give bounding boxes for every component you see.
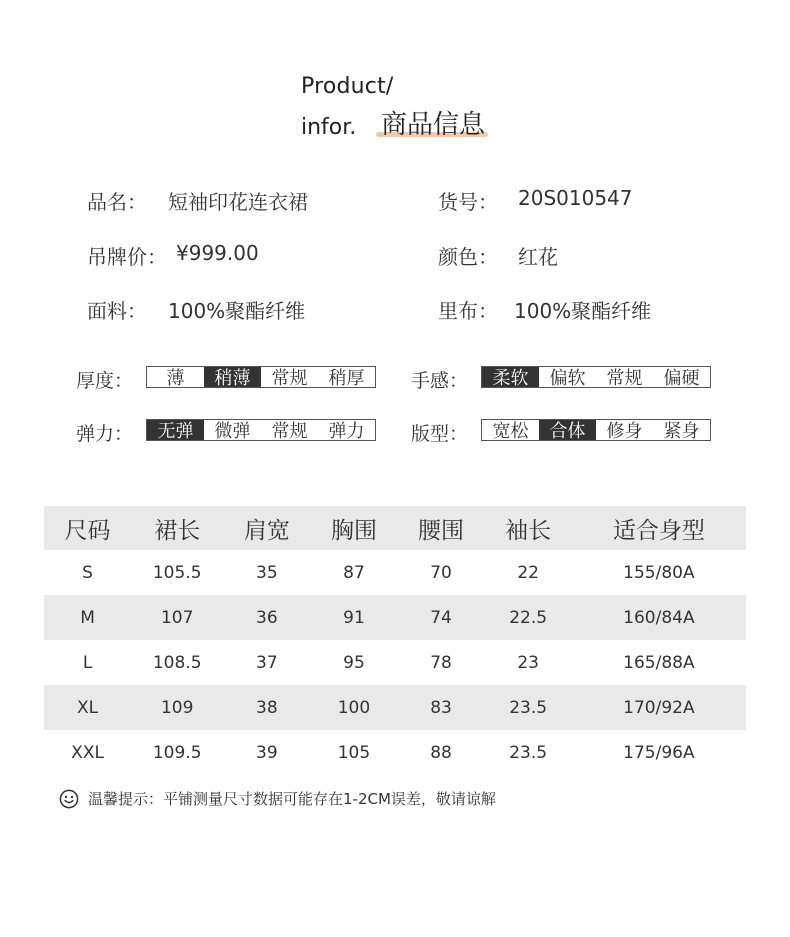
table-cell: 38 — [223, 685, 310, 730]
table-row — [44, 595, 746, 640]
table-cell: 70 — [430, 562, 452, 583]
elasticity-option: 常规 — [271, 421, 308, 442]
size-table — [44, 506, 746, 775]
attr-label-hand-feel: 手感： — [411, 370, 469, 392]
size-table-header — [44, 506, 746, 550]
tip-text: 温馨提示：平铺测量尺寸数据可能存在1-2CM误差，敬请谅解 — [88, 790, 496, 808]
thickness-option: 常规 — [271, 368, 308, 389]
smile-icon — [59, 789, 79, 809]
elasticity-option: 微弹 — [214, 421, 251, 442]
info-label-fabric: 面料： — [87, 299, 147, 323]
elasticity-option: 弹力 — [328, 421, 365, 442]
table-cell: L — [82, 652, 93, 673]
attr-label-fit: 版型： — [411, 423, 469, 445]
table-cell: XL — [44, 685, 131, 730]
table-cell: 105.5 — [152, 562, 202, 583]
table-row — [44, 730, 746, 775]
info-value-lining: 100%聚酯纤维 — [514, 299, 652, 323]
table-cell: 88 — [430, 742, 452, 763]
table-cell: 160/84A — [572, 595, 746, 640]
thickness-option: 薄 — [166, 368, 185, 389]
table-cell: 105 — [337, 742, 371, 763]
attr-label-thickness: 厚度： — [76, 370, 134, 392]
info-label-name: 品名： — [87, 190, 147, 214]
table-cell: 23.5 — [485, 685, 572, 730]
fit-option: 修身 — [606, 421, 643, 442]
table-cell: 155/80A — [623, 562, 695, 583]
table-cell: 170/92A — [572, 685, 746, 730]
table-cell: 23 — [517, 652, 539, 673]
table-cell: 108.5 — [152, 652, 202, 673]
table-cell: 74 — [398, 595, 485, 640]
hand-feel-option: 常规 — [606, 368, 643, 389]
table-cell: 109.5 — [152, 742, 202, 763]
info-label-lining: 里布： — [438, 299, 498, 323]
fit-option: 合体 — [539, 420, 596, 440]
table-cell: XXL — [71, 742, 104, 763]
header-size: 尺码 — [44, 506, 131, 550]
hand-feel-option: 偏软 — [549, 368, 586, 389]
header-waist: 腰围 — [398, 506, 485, 550]
info-value-fabric: 100%聚酯纤维 — [168, 299, 306, 323]
table-cell: 22 — [517, 562, 539, 583]
table-cell: 175/96A — [623, 742, 695, 763]
thickness-scale — [146, 366, 376, 388]
table-cell: 22.5 — [485, 595, 572, 640]
header-sleeve: 袖长 — [485, 506, 572, 550]
info-label-sku: 货号： — [438, 190, 498, 214]
fit-scale — [481, 419, 711, 441]
table-cell: 35 — [256, 562, 278, 583]
header-shoulder: 肩宽 — [223, 506, 310, 550]
measurement-tip — [59, 788, 496, 809]
header-bust: 胸围 — [310, 506, 397, 550]
table-cell: 39 — [256, 742, 278, 763]
table-cell: 107 — [131, 595, 223, 640]
table-cell: 78 — [430, 652, 452, 673]
table-row — [44, 550, 746, 595]
table-cell: 165/88A — [623, 652, 695, 673]
page-title: 商品信息 — [381, 110, 486, 140]
table-cell: M — [44, 595, 131, 640]
thickness-option: 稍薄 — [204, 367, 261, 387]
title-en-line2: infor. — [301, 115, 357, 140]
title-en-line1: Product/ — [301, 74, 394, 99]
header-body-type: 适合身型 — [572, 506, 746, 550]
table-cell: 109 — [131, 685, 223, 730]
table-cell: 87 — [343, 562, 365, 583]
hand-feel-option: 偏硬 — [663, 368, 700, 389]
header-dress-length: 裙长 — [131, 506, 223, 550]
elasticity-option: 无弹 — [147, 420, 204, 440]
table-cell: 36 — [223, 595, 310, 640]
attr-label-elasticity: 弹力： — [76, 423, 134, 445]
table-row — [44, 685, 746, 730]
table-cell: 23.5 — [509, 742, 548, 763]
info-value-sku: 20S010547 — [518, 186, 633, 210]
table-row — [44, 640, 746, 685]
table-cell: 95 — [343, 652, 365, 673]
table-cell: 100 — [310, 685, 397, 730]
info-label-color: 颜色： — [438, 245, 498, 269]
info-value-name: 短袖印花连衣裙 — [168, 190, 308, 214]
table-cell: S — [82, 562, 93, 583]
table-cell: 37 — [256, 652, 278, 673]
table-cell: 91 — [310, 595, 397, 640]
hand-feel-option: 柔软 — [482, 367, 539, 387]
fit-option: 紧身 — [663, 421, 700, 442]
table-cell: 83 — [398, 685, 485, 730]
fit-option: 宽松 — [492, 421, 529, 442]
info-label-price: 吊牌价： — [87, 245, 167, 269]
thickness-option: 稍厚 — [328, 368, 365, 389]
info-value-color: 红花 — [518, 245, 558, 269]
info-value-price: ¥999.00 — [176, 241, 259, 265]
hand-feel-scale — [481, 366, 711, 388]
elasticity-scale — [146, 419, 376, 441]
